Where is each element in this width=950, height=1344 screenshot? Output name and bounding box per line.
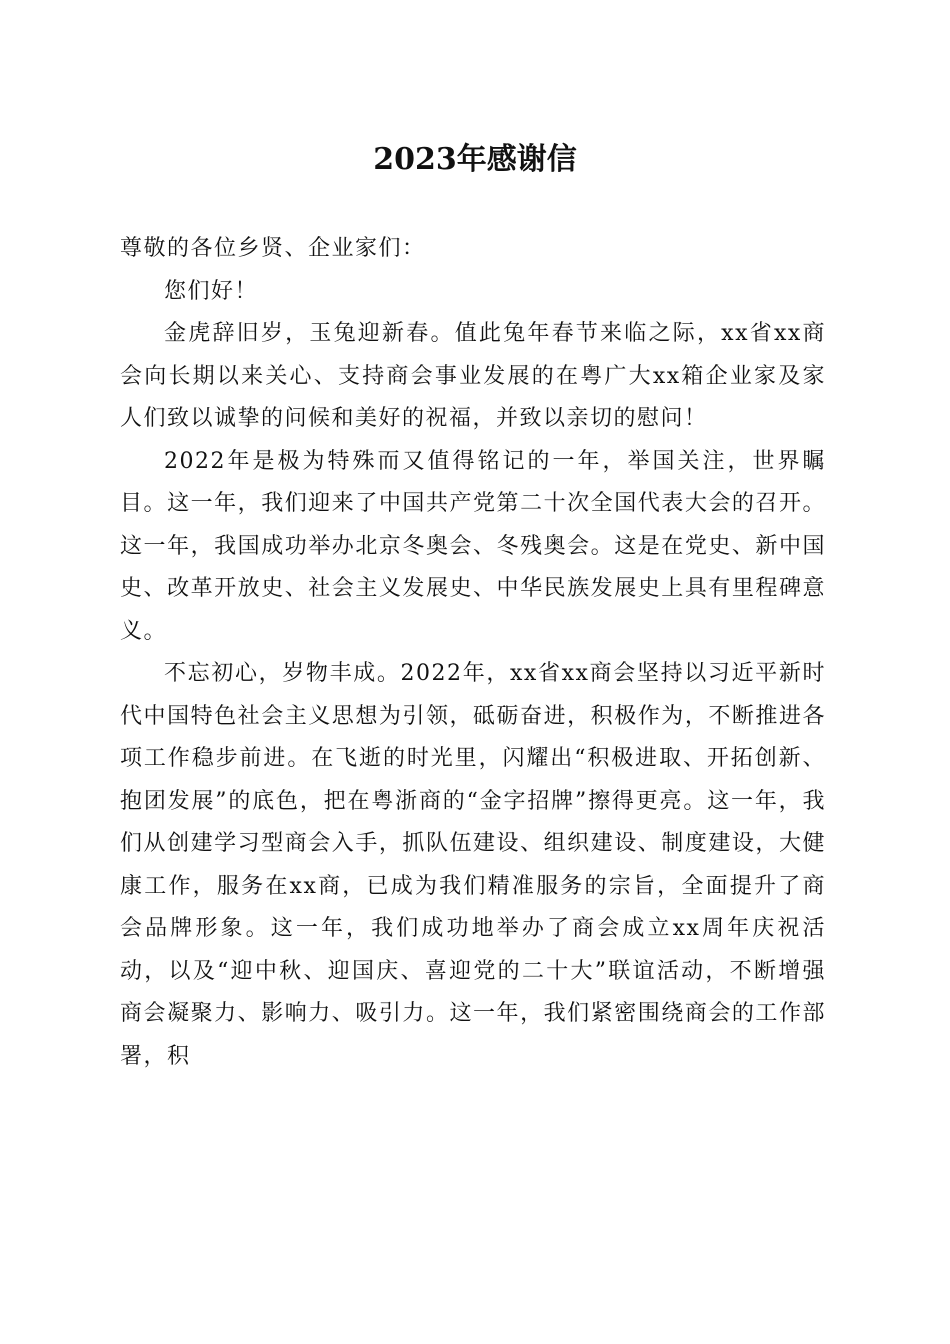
page-title: 2023年感谢信 [373, 142, 577, 177]
paragraph: 2022年是极为特殊而又值得铭记的一年，举国关注，世界瞩目。这一年，我们迎来了中国共产党第二十次全国代表大会的召开。这一年，我国成功举办北京冬奥会、冬残奥会。这是在党史、新中国史、改革开放史、社会主义发展史、中华民族发展史上具有里程碑意义。 [120, 448, 826, 644]
letter-body [120, 228, 826, 1078]
paragraph: 金虎辞旧岁，玉兔迎新春。值此兔年春节来临之际，xx省xx商会向长期以来关心、支持商会事业发展的在粤广大xx箱企业家及家人们致以诚挚的问候和美好的祝福，并致以亲切的慰问！ [120, 321, 826, 431]
paragraph: 不忘初心，岁物丰成。2022年，xx省xx商会坚持以习近平新时代中国特色社会主义思想为引领，砥砺奋进，积极作为，不断推进各项工作稳步前进。在飞逝的时光里，闪耀出“积极进取、开拓创新、抱团发展”的底色，把在粤浙商的“金字招牌”擦得更亮。这一年，我们从创建学习型商会入手，抓队伍建设、组织建设、制度建设，大健康工作，服务在xx商，已成为我们精准服务的宗旨，全面提升了商会品牌形象。这一年，我们成功地举办了商会成立xx周年庆祝活动，以及“迎中秋、迎国庆、喜迎党的二十大”联谊活动，不断增强商会凝聚力、影响力、吸引力。这一年，我们紧密围绕商会的工作部署，积 [120, 661, 826, 1069]
greeting: 您们好！ [164, 278, 259, 304]
salutation: 尊敬的各位乡贤、企业家们： [120, 236, 426, 261]
